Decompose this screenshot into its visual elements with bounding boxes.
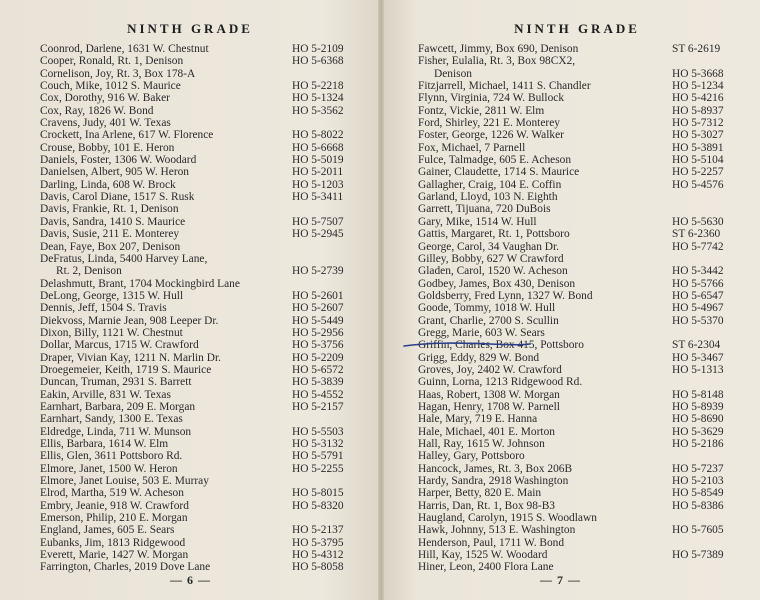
entry-name-address: Elrod, Martha, 519 W. Acheson (40, 487, 184, 500)
entry-name-address: Duncan, Truman, 2931 S. Barrett (40, 376, 192, 389)
directory-entry (40, 129, 366, 141)
entry-phone: HO 5-4216 (672, 92, 724, 105)
entry-name-address: Darling, Linda, 608 W. Brock (40, 178, 176, 191)
entry-phone: HO 5-8549 (672, 487, 724, 500)
entry-name-address: Everett, Marie, 1427 W. Morgan (40, 549, 189, 562)
directory-entry (40, 55, 366, 67)
entry-name-address: Harris, Dan, Rt. 1, Box 98-B3 (418, 499, 555, 512)
entry-name-address: Dennis, Jeff, 1504 S. Travis (40, 302, 167, 315)
entry-phone: HO 5-3411 (292, 191, 344, 204)
entry-phone: HO 5-2607 (292, 302, 344, 315)
entry-phone: HO 5-8058 (292, 561, 344, 574)
entry-name-address: Cravens, Judy, 401 W. Texas (40, 117, 171, 130)
entry-name-address: Ford, Shirley, 221 E. Monterey (418, 117, 560, 130)
directory-entry (40, 537, 366, 549)
entry-phone: HO 5-5766 (672, 277, 724, 290)
entry-name-address: Gary, Mike, 1514 W. Hull (418, 215, 537, 228)
entry-name-address: Gallagher, Craig, 104 E. Coffin (418, 178, 562, 191)
page-number: — 7 — (540, 573, 581, 587)
directory-entry (418, 463, 746, 475)
entry-phone: HO 5-2103 (672, 475, 724, 488)
entry-name-address: Danielsen, Albert, 905 W. Heron (40, 166, 189, 179)
directory-entry (418, 302, 746, 314)
directory-entry (40, 142, 366, 154)
directory-entry (418, 105, 746, 117)
directory-entry (40, 290, 366, 302)
directory-entry (40, 166, 366, 178)
directory-entry (418, 561, 746, 573)
entry-phone: HO 5-1203 (292, 178, 344, 191)
directory-entry (40, 524, 366, 536)
directory-entry (40, 339, 366, 351)
entry-name-address: Griffin, Charles, Box 415, Pottsboro (418, 339, 584, 352)
entry-phone: HO 5-1313 (672, 363, 724, 376)
directory-entry (418, 438, 746, 450)
directory-entry (40, 450, 366, 462)
entry-name-address: Farrington, Charles, 2019 Dove Lane (40, 561, 211, 574)
directory-entry (40, 364, 366, 376)
entry-phone: HO 5-1324 (292, 92, 344, 105)
entry-name-address: Elmore, Janet, 1500 W. Heron (40, 462, 178, 475)
directory-entry (418, 55, 746, 67)
entry-name-address: Dean, Faye, Box 207, Denison (40, 240, 181, 253)
directory-entry (418, 166, 746, 178)
entry-name-address: Hale, Michael, 401 E. Morton (418, 425, 555, 438)
entry-phone: HO 5-6668 (292, 141, 344, 154)
directory-entry (418, 179, 746, 191)
entry-name-address: Grant, Charlie, 2700 S. Scullin (418, 314, 559, 327)
directory-entry (40, 241, 366, 253)
entry-name-address: Crouse, Bobby, 101 E. Heron (40, 141, 175, 154)
entry-phone: HO 5-2011 (292, 166, 344, 179)
entry-name-address: Henderson, Paul, 1711 W. Bond (418, 536, 565, 549)
entry-phone: HO 5-6368 (292, 55, 344, 68)
entry-name-address: Emerson, Philip, 210 E. Morgan (40, 512, 188, 525)
entry-name-address: Goldsberry, Fred Lynn, 1327 W. Bond (418, 289, 593, 302)
entry-phone: HO 5-3027 (672, 129, 724, 142)
entry-phone: HO 5-2739 (292, 265, 344, 278)
entry-phone: HO 5-8022 (292, 129, 344, 142)
directory-entry (418, 339, 746, 351)
book-gutter (378, 0, 384, 600)
entry-phone: HO 5-5449 (292, 314, 344, 327)
entry-name-address: Cox, Dorothy, 916 W. Baker (40, 92, 170, 105)
entry-phone: HO 5-4312 (292, 549, 344, 562)
directory-entry (418, 191, 746, 203)
entry-phone: HO 5-3839 (292, 376, 344, 389)
entry-name-address: Hagan, Henry, 1708 W. Parnell (418, 400, 560, 413)
entry-phone: HO 5-8386 (672, 499, 724, 512)
directory-entry (40, 561, 366, 573)
entry-phone: HO 5-3891 (672, 141, 724, 154)
directory-entry (418, 500, 746, 512)
entry-phone: HO 5-8939 (672, 400, 724, 413)
entry-name-address: Dollar, Marcus, 1715 W. Crawford (40, 339, 199, 352)
directory-entry (418, 228, 746, 240)
directory-entry (40, 117, 366, 129)
directory-entry (40, 265, 366, 277)
directory-entry (40, 438, 366, 450)
entry-phone: HO 5-5630 (672, 215, 724, 228)
entry-phone: HO 5-8320 (292, 499, 344, 512)
directory-entry (40, 191, 366, 203)
entry-name-address: Cooper, Ronald, Rt. 1, Denison (40, 55, 184, 68)
entry-name-address: Eldredge, Linda, 711 W. Munson (40, 425, 192, 438)
entry-name-address: Ellis, Barbara, 1614 W. Elm (40, 438, 169, 450)
entry-phone: HO 5-5019 (292, 154, 344, 167)
entry-name-address: Davis, Sandra, 1410 S. Maurice (40, 215, 186, 228)
directory-entry (40, 105, 366, 117)
entry-phone: HO 5-3795 (292, 536, 344, 549)
right-page (380, 0, 760, 600)
directory-entry (418, 142, 746, 154)
entry-phone: HO 5-2186 (672, 438, 724, 450)
entry-name-address: Groves, Joy, 2402 W. Crawford (418, 363, 562, 376)
entry-phone: HO 5-3132 (292, 438, 344, 450)
entry-name-address: Fox, Michael, 7 Parnell (418, 141, 526, 154)
entry-name-address: Gattis, Margaret, Rt. 1, Pottsboro (418, 228, 570, 241)
directory-entry (418, 241, 746, 253)
entry-name-address: Ellis, Glen, 3611 Pottsboro Rd. (40, 450, 183, 463)
directory-entry (418, 278, 746, 290)
entry-name-address: Hancock, James, Rt. 3, Box 206B (418, 462, 573, 475)
entry-name-address: Earnhart, Barbara, 209 E. Morgan (40, 400, 196, 413)
entry-name-address: Gainer, Claudette, 1714 S. Maurice (418, 166, 580, 179)
directory-entry (40, 352, 366, 364)
directory-entry (418, 389, 746, 401)
entry-phone: HO 5-5104 (672, 154, 724, 167)
page-title: NINTH GRADE (514, 21, 640, 36)
entry-phone: HO 5-2255 (292, 462, 344, 475)
directory-entry (40, 413, 366, 425)
entry-name-address: Gladen, Carol, 1520 W. Acheson (418, 265, 568, 278)
entry-phone: HO 5-8015 (292, 487, 344, 500)
directory-entry (40, 278, 366, 290)
directory-entry (418, 413, 746, 425)
entry-name-address: Davis, Frankie, Rt. 1, Denison (40, 203, 179, 216)
entry-phone: HO 5-7312 (672, 117, 724, 130)
entry-name-address: Eakin, Arville, 831 W. Texas (40, 388, 171, 401)
entry-name-address: Hale, Mary, 719 E. Hanna (418, 413, 538, 426)
directory-entry (418, 290, 746, 302)
entry-phone: HO 5-2109 (292, 43, 344, 55)
directory-list (418, 43, 746, 574)
directory-entry (418, 154, 746, 166)
entry-phone: HO 5-3629 (672, 425, 724, 438)
directory-entry (40, 80, 366, 92)
entry-name-address: Dixon, Billy, 1121 W. Chestnut (40, 326, 183, 339)
entry-phone: ST 6-2360 (672, 228, 721, 241)
directory-entry (40, 216, 366, 228)
entry-name-address: Hiner, Leon, 2400 Flora Lane (418, 561, 554, 574)
entry-name-address: Daniels, Foster, 1306 W. Woodard (40, 154, 197, 167)
entry-name-address: Hall, Ray, 1615 W. Johnson (418, 438, 545, 450)
entry-phone: HO 5-2956 (292, 326, 344, 339)
entry-name-address: Gregg, Marie, 603 W. Sears (418, 326, 545, 339)
page-number: — 6 — (170, 573, 211, 587)
entry-name-address: Garrett, Tijuana, 720 DuBois (418, 203, 551, 216)
directory-entry (40, 475, 366, 487)
directory-list (40, 43, 366, 574)
directory-entry (418, 327, 746, 339)
entry-phone: HO 5-7389 (672, 549, 724, 562)
entry-phone: HO 5-3442 (672, 265, 724, 278)
directory-entry (418, 80, 746, 92)
entry-name-address: Halley, Gary, Pottsboro (418, 450, 525, 463)
entry-phone: HO 5-4576 (672, 178, 724, 191)
directory-entry (40, 327, 366, 339)
entry-phone: HO 5-2945 (292, 228, 344, 241)
entry-name-address: Foster, George, 1226 W. Walker (418, 129, 564, 142)
entry-name-address: Fawcett, Jimmy, Box 690, Denison (418, 43, 579, 55)
entry-name-address: Guinn, Lorna, 1213 Ridgewood Rd. (418, 376, 583, 389)
entry-name-address: Crockett, Ina Arlene, 617 W. Florence (40, 129, 214, 142)
entry-name-address: Rt. 2, Denison (56, 265, 122, 278)
entry-name-address: Fisher, Eulalia, Rt. 3, Box 98CX2, (418, 55, 576, 68)
directory-entry (418, 68, 746, 80)
directory-entry (418, 265, 746, 277)
entry-phone: HO 5-2157 (292, 400, 344, 413)
directory-entry (418, 203, 746, 215)
entry-name-address: Draper, Vivian Kay, 1211 N. Marlin Dr. (40, 351, 221, 364)
directory-entry (40, 487, 366, 499)
entry-phone: HO 5-6572 (292, 363, 344, 376)
directory-entry (40, 315, 366, 327)
directory-entry (418, 524, 746, 536)
entry-name-address: Gilley, Bobby, 627 W Crawford (418, 252, 564, 265)
entry-phone: ST 6-2304 (672, 339, 721, 352)
entry-name-address: Hardy, Sandra, 2918 Washington (418, 475, 569, 488)
entry-name-address: Fitzjarrell, Michael, 1411 S. Chandler (418, 80, 591, 93)
entry-name-address: DeFratus, Linda, 5400 Harvey Lane, (40, 252, 208, 265)
directory-entry (40, 179, 366, 191)
entry-phone: HO 5-3756 (292, 339, 344, 352)
entry-name-address: Hill, Kay, 1525 W. Woodard (418, 549, 548, 562)
entry-phone: HO 5-6547 (672, 289, 724, 302)
entry-phone: HO 5-7742 (672, 240, 724, 253)
entry-name-address: Fulce, Talmadge, 605 E. Acheson (418, 154, 572, 167)
directory-entry (40, 68, 366, 80)
entry-name-address: Hawk, Johnny, 513 E. Washington (418, 524, 576, 537)
directory-entry (418, 487, 746, 499)
directory-entry (40, 389, 366, 401)
directory-entry (418, 92, 746, 104)
entry-phone: HO 5-7507 (292, 215, 344, 228)
entry-name-address: Coonrod, Darlene, 1631 W. Chestnut (40, 43, 209, 55)
directory-entry (40, 463, 366, 475)
entry-phone: HO 5-3467 (672, 351, 724, 364)
directory-entry (418, 450, 746, 462)
entry-name-address: Elmore, Janet Louise, 503 E. Murray (40, 475, 209, 488)
entry-phone: HO 5-2257 (672, 166, 724, 179)
entry-phone: HO 5-2209 (292, 351, 344, 364)
directory-entry (40, 426, 366, 438)
entry-phone: HO 5-2218 (292, 80, 344, 93)
entry-name-address: Diekvoss, Marnie Jean, 908 Leeper Dr. (40, 314, 219, 327)
entry-name-address: Embry, Jeanie, 918 W. Crawford (40, 499, 189, 512)
directory-entry (40, 549, 366, 561)
entry-name-address: Cox, Ray, 1826 W. Bond (40, 104, 154, 117)
directory-entry (40, 302, 366, 314)
directory-entry (40, 512, 366, 524)
entry-phone: HO 5-5503 (292, 425, 344, 438)
entry-name-address: Godbey, James, Box 430, Denison (418, 277, 576, 290)
directory-entry (40, 154, 366, 166)
directory-entry (418, 129, 746, 141)
entry-phone: HO 5-8937 (672, 104, 724, 117)
directory-entry (418, 512, 746, 524)
entry-phone: HO 5-8690 (672, 413, 724, 426)
entry-phone: HO 5-5791 (292, 450, 344, 463)
entry-name-address: Droegemeier, Keith, 1719 S. Maurice (40, 363, 212, 376)
directory-entry (418, 43, 746, 55)
entry-phone: HO 5-5370 (672, 314, 724, 327)
entry-name-address: Goode, Tommy, 1018 W. Hull (418, 302, 556, 315)
entry-name-address: DeLong, George, 1315 W. Hull (40, 289, 184, 302)
entry-phone: HO 5-2601 (292, 289, 344, 302)
directory-entry (418, 364, 746, 376)
entry-phone: HO 5-7605 (672, 524, 724, 537)
directory-entry (418, 117, 746, 129)
directory-entry (40, 253, 366, 265)
directory-entry (40, 401, 366, 413)
entry-name-address: Grigg, Eddy, 829 W. Bond (418, 351, 540, 364)
directory-entry (40, 376, 366, 388)
directory-entry (418, 253, 746, 265)
entry-phone: HO 5-3668 (672, 67, 724, 80)
page-title: NINTH GRADE (127, 21, 253, 36)
entry-name-address: Haugland, Carolyn, 1915 S. Woodlawn (418, 512, 597, 525)
entry-phone: HO 5-7237 (672, 462, 724, 475)
entry-name-address: Davis, Susie, 211 E. Monterey (40, 228, 180, 241)
entry-phone: HO 5-1234 (672, 80, 724, 93)
entry-name-address: Flynn, Virginia, 724 W. Bullock (418, 92, 565, 105)
directory-entry (418, 376, 746, 388)
directory-entry (418, 216, 746, 228)
entry-name-address: Fontz, Vickie, 2811 W. Elm (418, 104, 545, 117)
entry-name-address: Eubanks, Jim, 1813 Ridgewood (40, 536, 186, 549)
entry-phone: HO 5-8148 (672, 388, 724, 401)
entry-name-address: Earnhart, Sandy, 1300 E. Texas (40, 413, 183, 426)
entry-name-address: Couch, Mike, 1012 S. Maurice (40, 80, 181, 93)
entry-phone: HO 5-4552 (292, 388, 344, 401)
directory-entry (40, 203, 366, 215)
directory-entry (418, 475, 746, 487)
directory-entry (40, 43, 366, 55)
entry-name-address: Cornelison, Joy, Rt. 3, Box 178-A (40, 67, 196, 80)
directory-entry (418, 315, 746, 327)
directory-entry (418, 401, 746, 413)
entry-name-address: Denison (434, 67, 472, 80)
entry-name-address: George, Carol, 34 Vaughan Dr. (418, 240, 559, 253)
entry-name-address: Haas, Robert, 1308 W. Morgan (418, 388, 560, 401)
entry-name-address: Davis, Carol Diane, 1517 S. Rusk (40, 191, 195, 204)
entry-name-address: Delashmutt, Brant, 1704 Mockingbird Lane (40, 277, 240, 290)
entry-phone: HO 5-2137 (292, 524, 344, 537)
directory-entry (40, 92, 366, 104)
entry-name-address: Garland, Lloyd, 103 N. Eighth (418, 191, 558, 204)
entry-phone: ST 6-2619 (672, 43, 721, 55)
directory-entry (40, 228, 366, 240)
entry-name-address: England, James, 605 E. Sears (40, 524, 175, 537)
directory-entry (418, 537, 746, 549)
entry-phone: HO 5-3562 (292, 104, 344, 117)
directory-entry (418, 426, 746, 438)
directory-entry (40, 500, 366, 512)
entry-name-address: Harper, Betty, 820 E. Main (418, 487, 542, 500)
directory-entry (418, 352, 746, 364)
entry-phone: HO 5-4967 (672, 302, 724, 315)
directory-entry (418, 549, 746, 561)
